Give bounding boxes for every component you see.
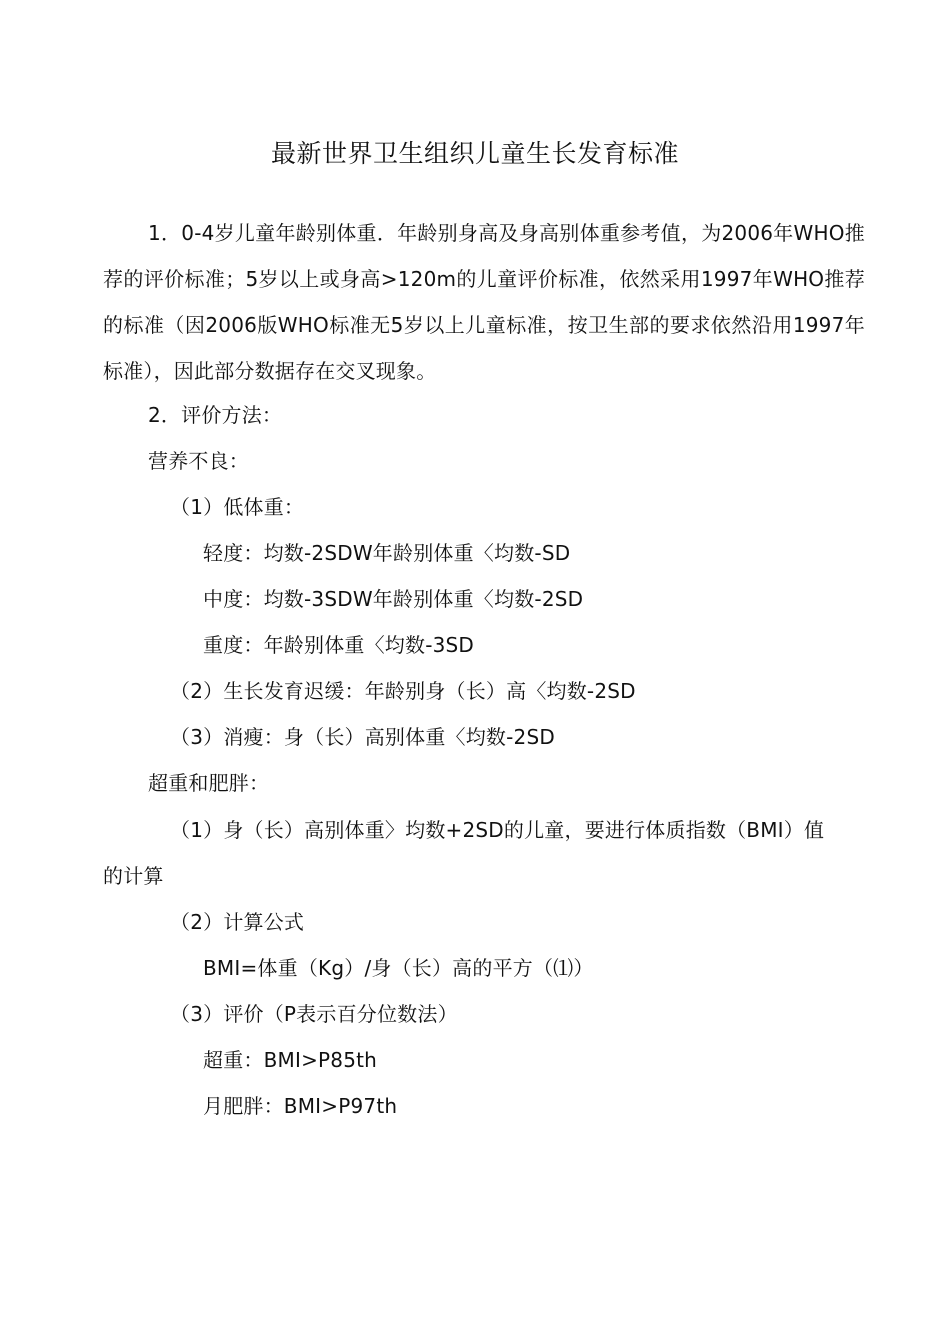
formula-heading: （2）计算公式 [170,910,305,934]
bmi-formula: BMI=体重（Kg）/身（长）高的平方（⑴） [203,956,594,980]
low-weight-moderate: 中度：均数-3SDW年龄别体重〈均数-2SD [203,587,584,611]
malnutrition-heading: 营养不良： [148,449,249,473]
obesity-rule: 月肥胖：BMI>P97th [203,1094,398,1118]
overweight-rule: 超重：BMI>P85th [203,1048,378,1072]
document-title: 最新世界卫生组织儿童生长发育标准 [270,139,679,168]
low-weight-heading: （1）低体重： [170,495,305,519]
section-evaluation-methods-heading: 2．评价方法： [148,403,283,427]
paragraph-standards-intro: 1．0-4岁儿童年龄别体重．年龄别身高及身高别体重参考值，为2006年WHO推荐的评价标准；5岁以上或身高>120m的儿童评价标准，依然采用1997年WHO推荐的标准（因2006版WHO标准无5岁以上儿童标准，按卫生部的要求依然沿用1997年标准），因此部分数据存在交叉现象。 [103,221,865,383]
stunting-rule: （2）生长发育迟缓：年龄别身（长）高〈均数-2SD [170,679,636,703]
overweight-obesity-heading: 超重和肥胖： [148,771,270,795]
bmi-requirement-line1: （1）身（长）高别体重〉均数+2SD的儿童，要进行体质指数（BMI）值 [170,818,825,842]
evaluation-heading: （3）评价（P表示百分位数法） [170,1002,458,1026]
bmi-requirement-line2: 的计算 [103,864,164,888]
low-weight-severe: 重度：年龄别体重〈均数-3SD [203,633,475,657]
low-weight-mild: 轻度：均数-2SDW年龄别体重〈均数-SD [203,541,571,565]
wasting-rule: （3）消瘦：身（长）高别体重〈均数-2SD [170,725,555,749]
